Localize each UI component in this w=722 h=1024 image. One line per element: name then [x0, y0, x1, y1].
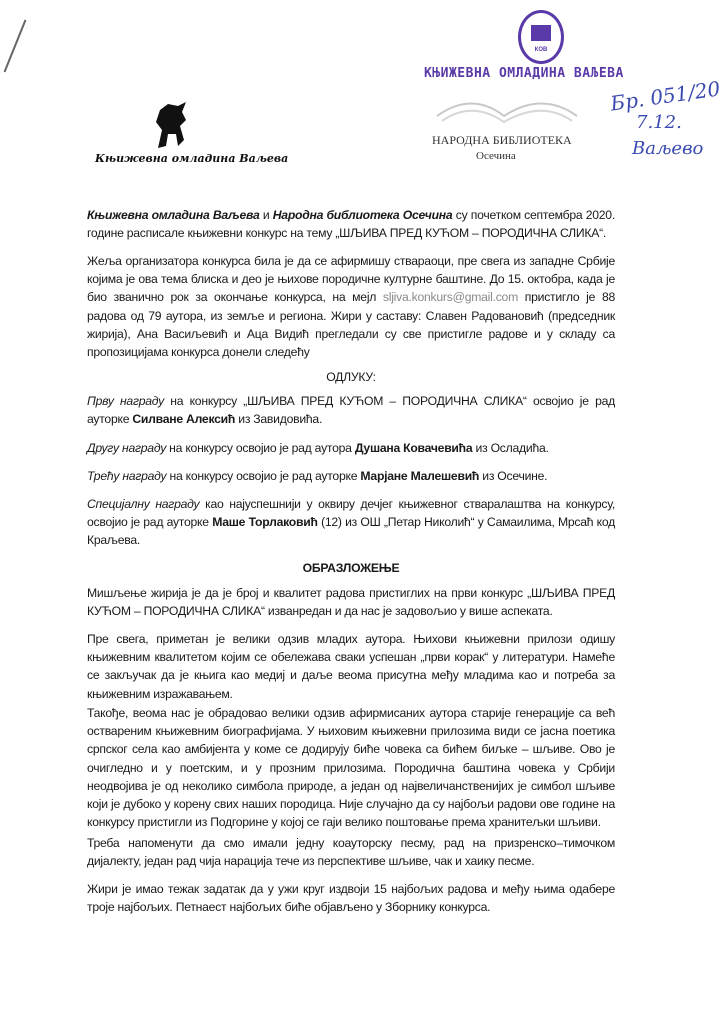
prize-third	[87, 467, 615, 485]
para-text: Жеља организатора конкурса била је да се афирмишу ствараоци, пре свега из западне Србије којима је ова тема блиска и део је њихове породичне културне баштине. До 15. октобра, када је био званично рок за окончање конкурса, на мејл	[87, 254, 615, 305]
conjunction: и	[259, 208, 273, 222]
winner-name: Марјане Малешевић	[360, 469, 480, 483]
stamp-logo-text: КОВ	[534, 47, 548, 53]
explanation-paragraph: Мишљење жирија је да је број и квалитет радова пристиглих на први конкурс „ШЉИВА ПРЕД КУЋОМ – ПОРОДИЧНА СЛИКА“ изванредан и да нас је задовољио у више аспеката.	[87, 586, 615, 619]
horse-logo-icon	[150, 100, 192, 155]
prize-text: као најуспешнији у оквиру дечјег књижевног стваралаштва на конкурсу, освојио је рад ауторке	[87, 497, 616, 530]
explanation-paragraph: Жири је имао тежак задатак да у ужи круг издвоји 15 најбољих радова и међу њима одабере троје најбољих. Петнаест најбољих биће објављено у Зборнику конкурса.	[87, 882, 615, 915]
library-name: НАРОДНА БИБЛИОТЕКА	[432, 133, 572, 147]
prize-text: из Завидовића.	[235, 412, 323, 427]
prize-text: на конкурсу освојио је рад аутора	[166, 441, 355, 455]
org2: Народна библиотека Осечина	[272, 208, 453, 222]
intro-rest: су почетком септембра 2020. године расписале књижевни конкурс на тему „ШЉИВА ПРЕД КУЋОМ – ПОРОДИЧНА СЛИКА“.	[87, 208, 615, 241]
decision-heading: ОДЛУКУ:	[326, 370, 376, 384]
explanation-paragraph: Такође, веома нас је обрадовао велики одзив афирмисаних аутора старије генерације са већ оствареним књижевним биографијама. У њиховим књижевни прилозима види се јасна поетика српског села као амбијента у коме се додирују биће човека са бићем биљке – шљиве. Ово је очигледно и у поетским, и у прозним прилозима. Породична баштина човека у Србији неодвојива је од неколико симбола природе, а један од највеличанственијих је симбол шљиве који је дубоко у корену свих наших породица. Није случајно да су најбољи радови ове године на конкурсу пристигли из Подгорине у којој се гаји велико поштовање према хранитељки шљиви.	[87, 706, 615, 830]
library-city: Осечина	[476, 150, 516, 162]
prize-text: из Осладића.	[472, 441, 549, 455]
winner-name: Маше Торлаковић	[212, 515, 318, 530]
award-label: Трећу награду	[87, 469, 167, 483]
explanation-paragraph: Треба напоменути да смо имали једну коауторску песму, рад на призренско–тимочком дијалекту, један рад чија нарација тече из перспективе шљиве, чак и хаику песме.	[87, 836, 615, 869]
award-label: Специјалну награду	[87, 497, 200, 511]
email-link[interactable]: sljiva.konkurs@gmail.com	[382, 290, 518, 305]
stamp-title: КЊИЖЕВНА ОМЛАДИНА ВАЉЕВА	[424, 66, 624, 81]
explanation-paragraph: Пре свега, приметан је велики одзив младих аутора. Њихови књижевни прилози одишу књижевним квалитетом којим се обележава сваки успешан „први корак“ у литератури. Намеће се закључак да је књига као медиј и даље веома присутна међу младима као и потреба за књижевним изражавањем.	[87, 632, 615, 701]
open-book-icon	[432, 86, 582, 131]
prize-text: на конкурсу освојио је рад ауторке	[166, 469, 361, 483]
winner-name: Душана Ковачевића	[354, 441, 473, 455]
org1: Књижевна омладина Ваљева	[87, 208, 260, 222]
prize-text: на конкурсу „ШЉИВА ПРЕД КУЋОМ – ПОРОДИЧНА СЛИКА“ освојио је рад ауторке	[87, 394, 615, 427]
explanation-heading: ОБРАЗЛОЖЕЊЕ	[302, 561, 400, 575]
left-logo-caption: Књижевна омладина Ваљева	[95, 152, 289, 165]
handwritten-date: 7.12.	[636, 112, 682, 133]
handwritten-place: Ваљево	[632, 138, 704, 159]
handwritten-number: Бр. 051/20	[608, 76, 722, 116]
kov-stamp-icon	[518, 10, 564, 64]
award-label: Другу награду	[87, 441, 167, 455]
winner-name: Силване Алексић	[132, 412, 236, 427]
intro-paragraph	[87, 206, 615, 242]
organizers-paragraph	[87, 252, 615, 361]
prize-special	[87, 495, 615, 550]
prize-second	[87, 439, 615, 457]
prize-first	[87, 392, 615, 428]
para-text: пристигло је 88 радова од 79 аутора, из земље и региона. Жири у саставу: Славен Радовановић (председник жирија), Ана Васиљевић и Аца Видић прегледали су све пристигле радове и у складу са пропозицијама конкурса донели следећу	[87, 290, 615, 360]
award-label: Прву награду	[87, 394, 164, 408]
pen-mark	[4, 20, 27, 73]
prize-text: из Осечине.	[479, 469, 548, 483]
prize-text: (12) из ОШ „Петар Николић“ у Самаилима, Мрсаћ код Краљева.	[87, 515, 616, 548]
